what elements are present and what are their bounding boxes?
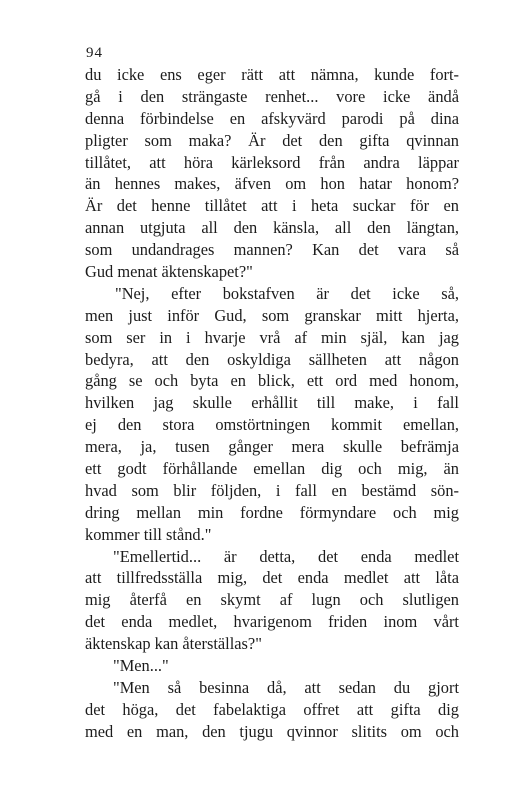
body-text [85,64,459,743]
text-line: som ser in i hvarje vrå af min själ, kan jag [85,327,459,347]
text-line: annan utgjuta all den känsla, all den längtan, [85,218,459,238]
text-line: mera, ja, tusen gånger mera skulle befrämja [85,437,459,457]
text-line: ej den stora omstörtningen kommit emellan, [85,415,459,435]
text-line: det enda medlet, hvarigenom friden inom vårt [85,612,459,632]
text-line: "Men..." [113,656,169,676]
text-line: "Men så besinna då, att sedan du gjort [113,677,459,697]
text-line: pligter som maka? Är det den gifta qvinnan [85,130,459,150]
text-line: som undandrages mannen? Kan det vara så [85,240,459,260]
text-line: hvad som blir följden, i fall en bestämd sön- [85,480,459,500]
text-line: äktenskap kan återställas?" [85,634,262,654]
text-line: att tillfredsställa mig, det enda medlet att låta [85,568,459,588]
text-line: denna förbindelse en afskyvärd parodi på dina [85,108,459,128]
text-line: du icke ens eger rätt att nämna, kunde fort- [85,65,459,84]
text-line: ett godt förhållande emellan dig och mig, än [85,459,459,479]
text-line: kommer till stånd." [85,524,212,544]
text-line: med en man, den tjugu qvinnor slitits om och [85,721,459,741]
text-line: gå i den strängaste renhet... vore icke ändå [85,86,459,106]
text-line: Gud menat äktenskapet?" [85,262,253,282]
text-line: än hennes makes, äfven om hon hatar honom? [85,174,459,194]
page-number: 94 [86,45,103,61]
text-line: mig återfå en skymt af lugn och slutligen [85,590,459,610]
text-line: tillåtet, att höra kärleksord från andra läppar [85,152,459,172]
text-line: "Emellertid... är detta, det enda medlet [113,546,459,566]
text-line: dring mellan min fordne förmyndare och mig [85,502,459,522]
text-line: hvilken jag skulle erhållit till make, i fall [85,393,459,413]
text-line: "Nej, efter bokstafven är det icke så, [115,283,459,303]
text-line: gång se och byta en blick, ett ord med honom, [85,371,459,391]
text-line: det höga, det fabelaktiga offret att gifta dig [85,699,459,719]
text-line: bedyra, att den oskyldiga sällheten att någon [85,349,459,369]
text-line: men just inför Gud, som granskar mitt hjerta, [85,305,459,325]
text-line: Är det henne tillåtet att i heta suckar för en [85,196,459,216]
